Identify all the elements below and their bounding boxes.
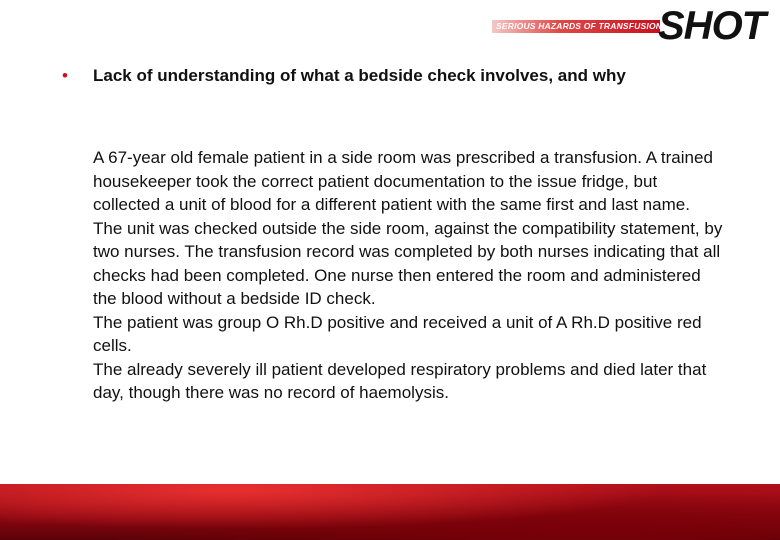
- bullet-heading: Lack of understanding of what a bedside check involves, and why: [93, 66, 626, 85]
- case-description: [93, 146, 723, 405]
- shot-logo: SHOT: [658, 4, 766, 48]
- header-tagline: SERIOUS HAZARDS OF TRANSFUSION: [496, 21, 663, 31]
- footer-red-band: [0, 484, 780, 540]
- case-paragraph: The patient was group O Rh.D positive and received a unit of A Rh.D positive red cells.: [93, 312, 702, 355]
- header-tagline-band: [492, 20, 663, 33]
- bullet-marker: •: [62, 66, 68, 85]
- case-paragraph: The already severely ill patient developed respiratory problems and died later that day, though there was no record of haemolysis.: [93, 359, 707, 402]
- case-paragraph: The unit was checked outside the side room, against the compatibility statement, by two nurses. The transfusion record was completed by both nurses indicating that all checks had been completed. One nurse then entered the room and administered the blood without a bedside ID check.: [93, 218, 723, 308]
- case-paragraph: A 67-year old female patient in a side room was prescribed a transfusion. A trained housekeeper took the correct patient documentation to the issue fridge, but collected a unit of blood for a different patient with the same first and last name.: [93, 148, 713, 214]
